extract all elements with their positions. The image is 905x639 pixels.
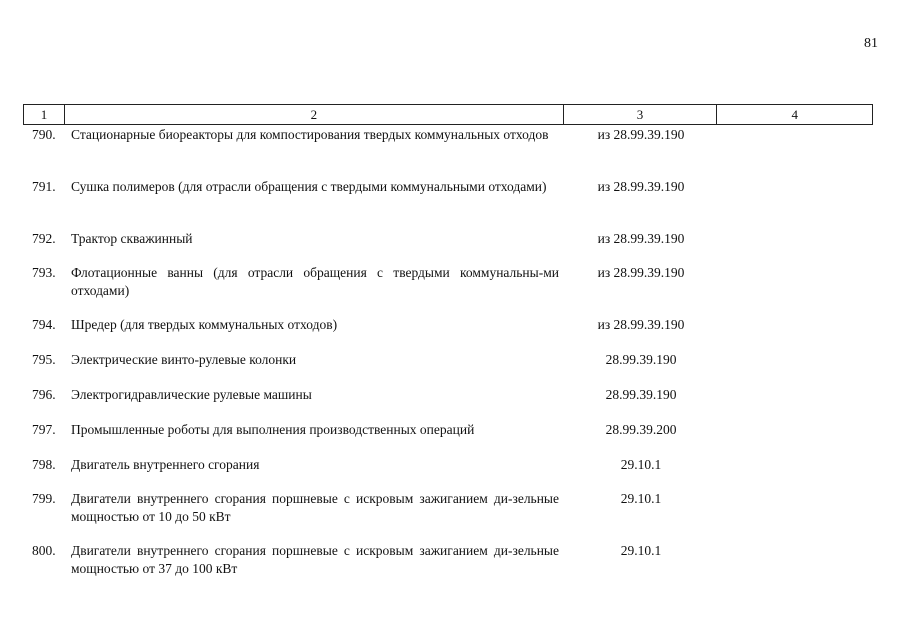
row-name: Промышленные роботы для выполнения производственных операций	[71, 422, 475, 437]
row-number: 798.	[32, 457, 56, 472]
row-code: 28.99.39.190	[605, 387, 677, 402]
page-number: 81	[864, 36, 878, 51]
row-code: 28.99.39.190	[605, 352, 677, 367]
row-code: из 28.99.39.190	[597, 231, 685, 246]
row-name: Трактор скважинный	[71, 231, 193, 246]
row-number: 792.	[32, 231, 56, 246]
row-name: Электрические винто-рулевые колонки	[71, 352, 297, 367]
row-code: из 28.99.39.190	[597, 127, 685, 142]
row-code: из 28.99.39.190	[597, 265, 685, 280]
header-col-3: 3	[564, 105, 718, 124]
row-name: Двигатели внутреннего сгорания поршневые с искровым зажиганием ди-зельные мощностью от 10 до 50 кВт	[71, 491, 559, 524]
row-number: 793.	[32, 265, 56, 280]
header-col-4: 4	[791, 107, 798, 122]
row-number: 799.	[32, 491, 56, 506]
row-name: Сушка полимеров (для отрасли обращения с твердыми коммунальными отходами)	[71, 179, 547, 194]
row-number: 791.	[32, 179, 56, 194]
row-number: 800.	[32, 543, 56, 558]
row-number: 797.	[32, 422, 56, 437]
row-name: Стационарные биореакторы для компостирования твердых коммунальных отходов	[71, 127, 549, 142]
table-header	[23, 104, 873, 125]
row-code: из 28.99.39.190	[597, 317, 685, 332]
row-name: Двигатель внутреннего сгорания	[71, 457, 260, 472]
row-code: 29.10.1	[620, 491, 662, 506]
row-code: 29.10.1	[620, 457, 662, 472]
row-code: из 28.99.39.190	[597, 179, 685, 194]
row-name: Шредер (для твердых коммунальных отходов)	[71, 317, 338, 332]
row-number: 796.	[32, 387, 56, 402]
row-code: 29.10.1	[620, 543, 662, 558]
row-number: 790.	[32, 127, 56, 142]
row-number: 795.	[32, 352, 56, 367]
row-number: 794.	[32, 317, 56, 332]
header-col-1: 1	[24, 105, 65, 124]
row-name: Электрогидравлические рулевые машины	[71, 387, 312, 402]
row-name: Флотационные ванны (для отрасли обращения с твердыми коммунальны-ми отходами)	[71, 265, 559, 298]
row-code: 28.99.39.200	[605, 422, 677, 437]
row-name: Двигатели внутреннего сгорания поршневые с искровым зажиганием ди-зельные мощностью от 37 до 100 кВт	[71, 543, 559, 576]
header-col-2: 2	[65, 105, 564, 124]
